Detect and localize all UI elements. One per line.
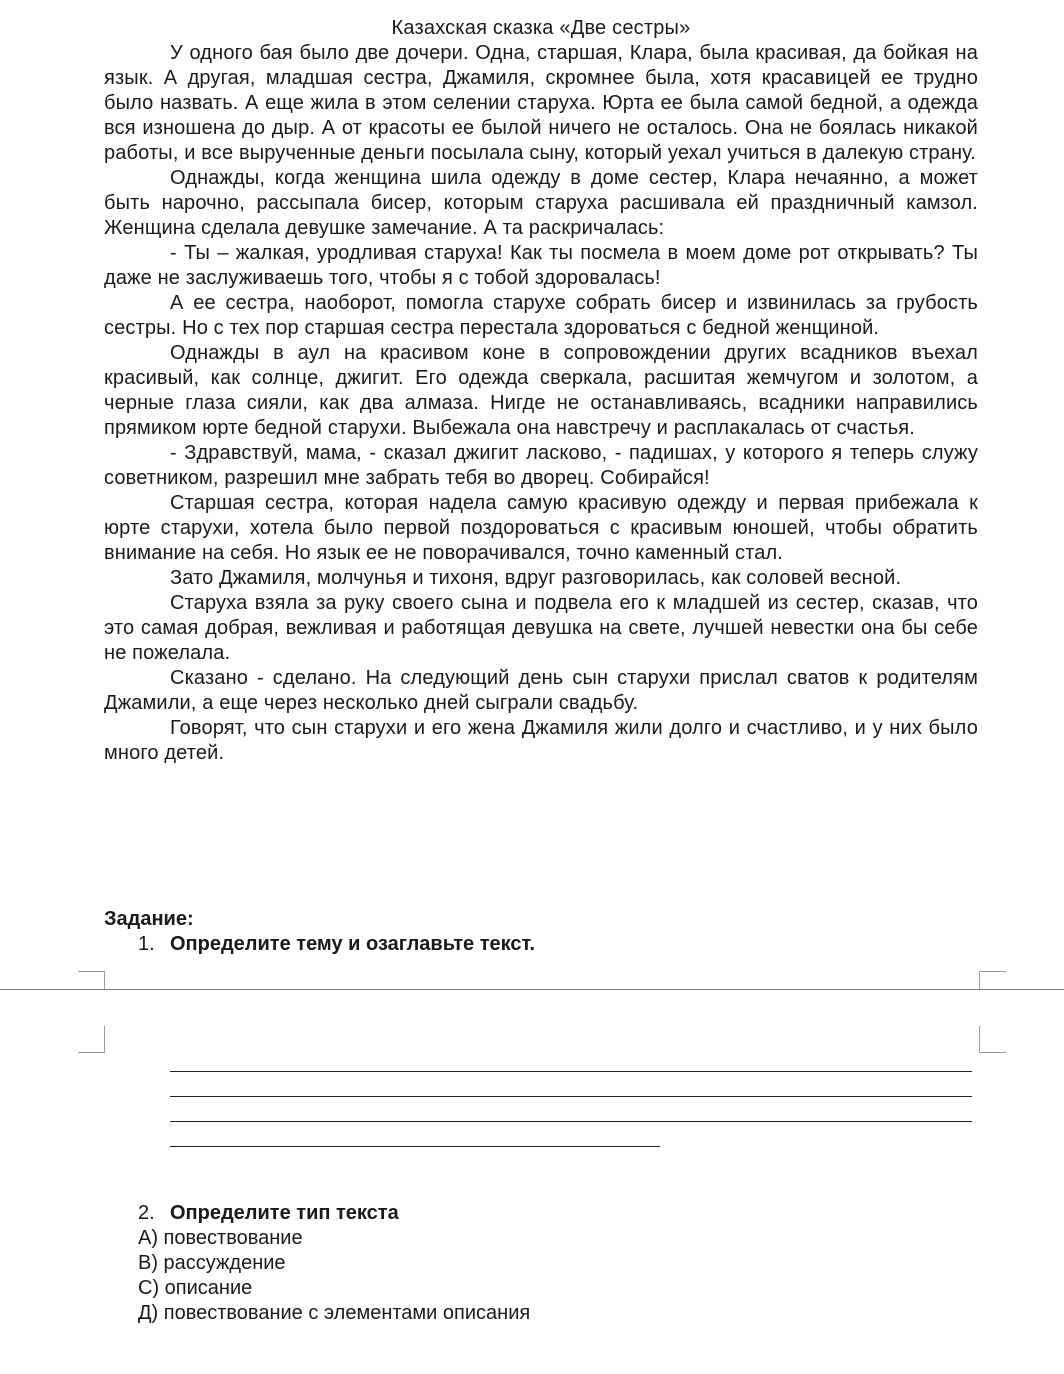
question-2-block	[104, 1201, 978, 1326]
story-paragraph: - Здравствуй, мама, - сказал джигит ласково, - падишах, у которого я теперь служу советником, разрешил мне забрать тебя во дворец. Собирайся!	[104, 442, 978, 489]
story-paragraph: Говорят, что сын старухи и его жена Джамиля жили долго и счастливо, и у них было много детей.	[104, 717, 978, 764]
answer-line[interactable]	[170, 1146, 660, 1147]
answer-option-b[interactable]: В) рассуждение	[138, 1252, 286, 1274]
answer-option-d[interactable]: Д) повествование с элементами описания	[138, 1302, 531, 1324]
story-paragraph: Сказано - сделано. На следующий день сын старухи прислал сватов к родителям Джамили, а еще через несколько дней сыграли свадьбу.	[104, 667, 978, 714]
story-paragraph: Однажды в аул на красивом коне в сопровождении других всадников въехал красивый, как солнце, джигит. Его одежда сверкала, расшитая жемчугом и золотом, а черные глаза сияли, как два алмаза. Нигде не останавливаясь, всадники направились прямиком юрте бедной старухи. Выбежала она навстречу и расплакалась от счастья.	[104, 342, 978, 439]
question-1-text: Определите тему и озаглавьте текст.	[170, 933, 536, 955]
question-2-text: Определите тип текста	[170, 1202, 399, 1224]
story-paragraph: Однажды, когда женщина шила одежду в доме сестер, Клара нечаянно, а может быть нарочно, рассыпала бисер, которым старуха расшивала ей праздничный камзол. Женщина сделала девушке замечание. А та раскричалась:	[104, 167, 978, 239]
question-1-number: 1.	[138, 933, 155, 955]
answer-option-a[interactable]: А) повествование	[138, 1227, 303, 1249]
story-body	[104, 41, 978, 766]
story-paragraph: А ее сестра, наоборот, помогла старухе собрать бисер и извинилась за грубость сестры. Но с тех пор старшая сестра перестала здороваться с бедной женщиной.	[104, 292, 978, 339]
task-heading: Задание:	[104, 908, 194, 930]
story-paragraph: - Ты – жалкая, уродливая старуха! Как ты посмела в моем доме рот открывать? Ты даже не заслуживаешь того, чтобы я с тобой здоровалась!	[104, 242, 978, 289]
answer-line[interactable]	[170, 1096, 972, 1097]
page-corner-mark	[979, 971, 1006, 990]
answer-line[interactable]	[170, 1071, 972, 1072]
story-title: Казахская сказка «Две сестры»	[391, 17, 691, 39]
document-page	[104, 16, 978, 766]
page-corner-mark	[78, 971, 105, 990]
page-corner-mark	[78, 1026, 105, 1053]
answer-line[interactable]	[170, 1121, 972, 1122]
question-2	[104, 1201, 978, 1226]
question-1	[104, 932, 978, 957]
story-paragraph: Старшая сестра, которая надела самую красивую одежду и первая прибежала к юрте старухи, хотела было первой поздороваться с красивым юношей, чтобы обратить внимание на себя. Но язык ее не поворачивался, точно каменный стал.	[104, 492, 978, 564]
question-2-number: 2.	[138, 1202, 155, 1224]
page-corner-mark	[979, 1026, 1006, 1053]
task-section	[104, 907, 978, 957]
story-paragraph: У одного бая было две дочери. Одна, старшая, Клара, была красивая, да бойкая на язык. А другая, младшая сестра, Джамиля, скромнее была, хотя красавицей ее трудно было назвать. А еще жила в этом селении старуха. Юрта ее была самой бедной, а одежда вся изношена до дыр. А от красоты ее былой ничего не осталось. Она не боялась никакой работы, и все вырученные деньги посылала сыну, который уехал учиться в далекую страну.	[104, 42, 978, 164]
answer-option-c[interactable]: С) описание	[138, 1277, 253, 1299]
story-paragraph: Старуха взяла за руку своего сына и подвела его к младшей из сестер, сказав, что это самая добрая, вежливая и работящая девушка на свете, лучшей невестки она бы себе не пожелала.	[104, 592, 978, 664]
page-break-divider	[0, 989, 1064, 990]
story-paragraph: Зато Джамиля, молчунья и тихоня, вдруг разговорилась, как соловей весной.	[170, 567, 902, 589]
